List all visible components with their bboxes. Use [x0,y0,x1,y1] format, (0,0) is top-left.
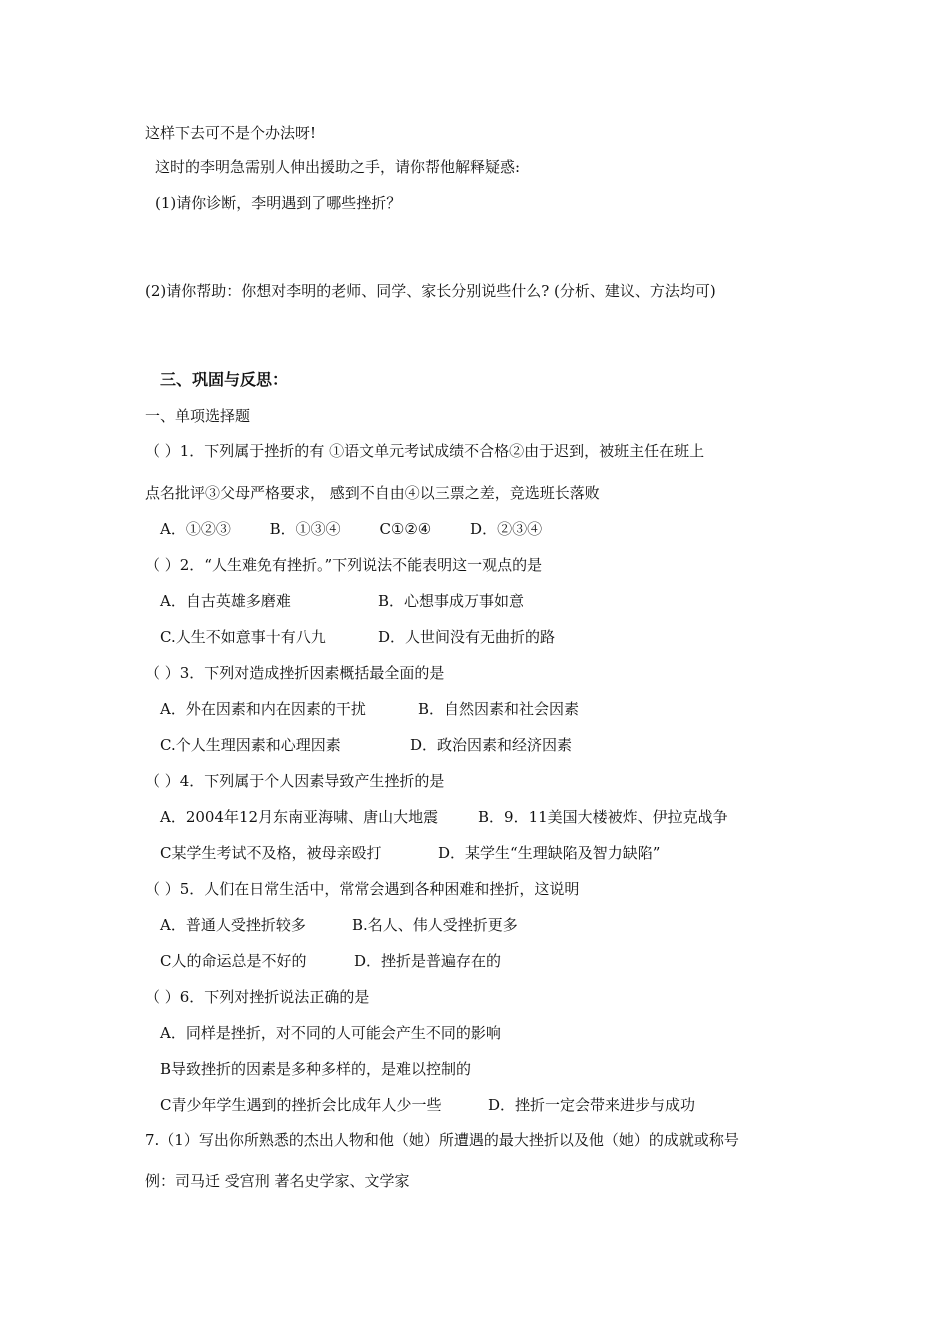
q5-option-c: C人的命运总是不好的 [160,952,307,970]
q2-option-d: D．人世间没有无曲折的路 [378,628,556,646]
section-subtitle: 一、单项选择题 [145,407,251,425]
q5-options-row-1 [160,915,518,935]
q1-option-d: D．②③④ [470,520,543,538]
q5-options-row-2 [160,951,501,971]
q5-option-a: A．普通人受挫折较多 [160,916,306,934]
q6-options-row-3 [160,1095,695,1115]
q6-option-b: B导致挫折的因素是多种多样的，是难以控制的 [160,1060,472,1078]
q3-option-b: B．自然因素和社会因素 [418,700,580,718]
q4-options-row-2 [160,843,660,863]
q7-prompt: 7.（1）写出你所熟悉的杰出人物和他（她）所遭遇的最大挫折以及他（她）的成就或称号 [145,1131,739,1149]
q6-option-c: C青少年学生遇到的挫折会比成年人少一些 [160,1096,442,1114]
q6-stem: （ ）6．下列对挫折说法正确的是 [145,988,370,1006]
q5-option-b: B.名人、伟人受挫折更多 [352,916,518,934]
q6-option-a: A．同样是挫折，对不同的人可能会产生不同的影响 [160,1024,501,1042]
question-2-prompt: (2)请你帮助：你想对李明的老师、同学、家长分别说些什么? (分析、建议、方法均可) [145,282,716,300]
q2-options-row-1 [160,591,524,611]
q3-option-a: A．外在因素和内在因素的干扰 [160,700,366,718]
q6-option-d: D．挫折一定会带来进步与成功 [488,1096,696,1114]
q4-stem: （ ）4．下列属于个人因素导致产生挫折的是 [145,772,445,790]
q1-option-a: A．①②③ [160,520,231,538]
q1-option-b: B．①③④ [269,520,341,538]
q3-stem: （ ）3．下列对造成挫折因素概括最全面的是 [145,664,445,682]
section-title: 三、巩固与反思： [160,370,289,389]
q4-option-d: D．某学生“生理缺陷及智力缺陷” [438,844,661,862]
q2-stem: （ ）2．“人生难免有挫折。”下列说法不能表明这一观点的是 [145,556,543,574]
q1-options [160,519,542,539]
q4-option-a: A．2004年12月东南亚海啸、唐山大地震 [160,808,439,826]
intro-line-1: 这样下去可不是个办法呀! [145,124,317,142]
q3-option-d: D．政治因素和经济因素 [410,736,573,754]
q1-stem-continued: 点名批评③父母严格要求， 感到不自由④以三票之差，竞选班长落败 [145,484,600,502]
q1-stem: （ ）1．下列属于挫折的有 ①语文单元考试成绩不合格②由于迟到，被班主任在班上 [145,442,705,460]
q2-option-b: B．心想事成万事如意 [378,592,525,610]
intro-line-2: 这时的李明急需别人伸出援助之手，请你帮他解释疑惑: [155,158,521,176]
q3-option-c: C.个人生理因素和心理因素 [160,736,341,754]
q3-options-row-1 [160,699,579,719]
q4-option-c: C某学生考试不及格，被母亲殴打 [160,844,382,862]
q5-stem: （ ）5．人们在日常生活中，常常会遇到各种困难和挫折，这说明 [145,880,580,898]
question-1-prompt: (1)请你诊断，李明遇到了哪些挫折？ [155,194,402,212]
q2-options-row-2 [160,627,555,647]
q1-option-c: C①②④ [379,520,432,538]
q4-option-b: B．9．11美国大楼被炸、伊拉克战争 [478,808,728,826]
q5-option-d: D．挫折是普遍存在的 [354,952,502,970]
q7-example: 例：司马迁 受宫刑 著名史学家、文学家 [145,1172,410,1190]
q4-options-row-1 [160,807,728,827]
q2-option-a: A．自古英雄多磨难 [160,592,291,610]
q3-options-row-2 [160,735,572,755]
q2-option-c: C.人生不如意事十有八九 [160,628,326,646]
